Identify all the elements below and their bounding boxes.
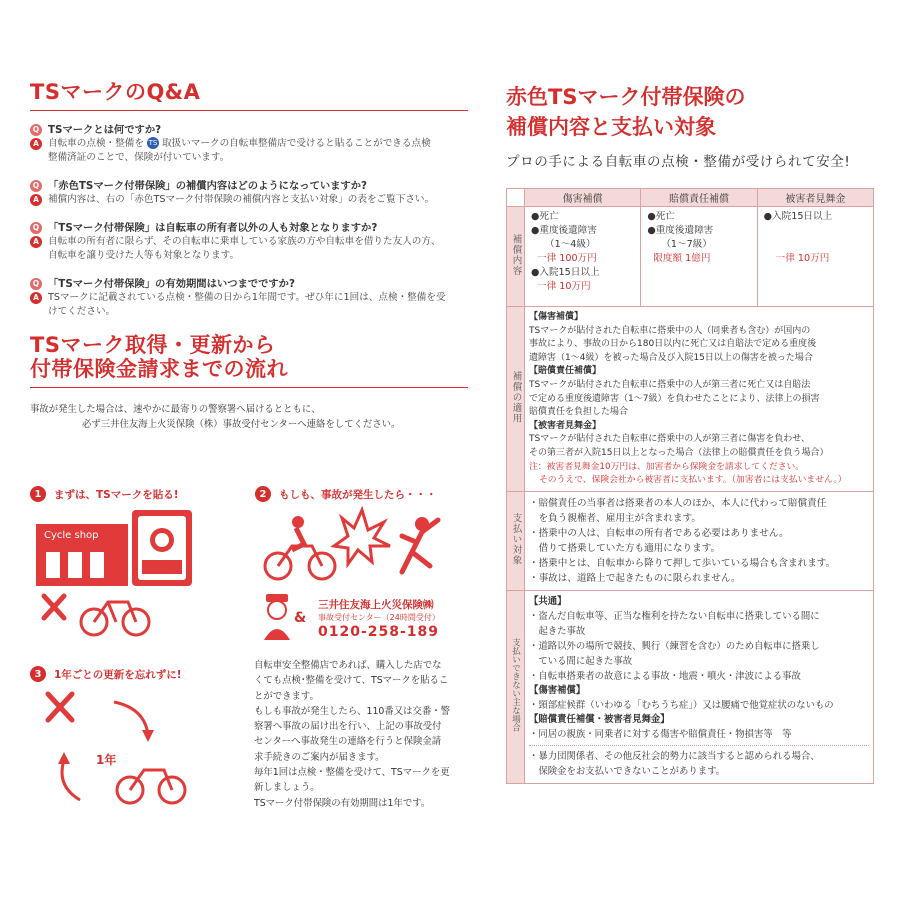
exclusion-cell: 【共通】 ・盗んだ自転車等、正当な権利を持たない自転車に搭乗している間に 起きた事故 ・道路以外の場所で競技、興行（練習を含む）のため自転車に搭乗し ている間に起きた事故 ・自転車搭乗者の故意による事故・地震・噴火・津波による事故 【傷害補償】 ・頸部症候群（いわゆる「むちうち症」）又は腰痛で他覚症状のないもの 【賠償責任補償・被害者見舞金】 ・同居の親族・同乗者に対する傷害や賠償責任・物損害等 等 ・暴力団関係者、その他反社会的勢力に該当すると認められる場合、 保険金をお支払いできないことがあります。 <box>525 590 874 783</box>
header-liability: 賠償責任補償 <box>641 189 757 207</box>
coverage-subtitle: プロの手による自転車の点検・整備が受けられて安全! <box>506 154 851 170</box>
answer-text: 補償内容は、右の「赤色TSマーク付帯保険の補償内容と支払い対象」の表をご覧下さい。 <box>48 194 435 206</box>
qa-item <box>30 179 468 207</box>
answer-icon: A <box>30 236 42 248</box>
flow-intro: 事故が発生した場合は、速やかに最寄りの警察署へ届けるとともに、 必ず三井住友海上火災保険（株）事故受付センターへ連絡をしてください。 <box>30 404 401 431</box>
coverage-title: 赤色TSマーク付帯保険の 補償内容と支払い対象 <box>506 85 746 139</box>
table-row-content <box>507 207 874 307</box>
table-row-target <box>507 491 874 590</box>
qa-list <box>30 123 468 319</box>
phone-number[interactable]: 0120-258-189 <box>318 624 440 640</box>
renewal-cycle-icon <box>44 690 194 810</box>
table-row-exclusion <box>507 590 874 783</box>
answer-icon: A <box>30 138 42 150</box>
question-icon: Q <box>30 222 42 234</box>
answer-icon: A <box>30 292 42 304</box>
qa-item <box>30 221 468 263</box>
row-label-target: 支払い対象 <box>507 491 525 590</box>
row-label-content: 補償内容 <box>507 207 525 307</box>
left-column <box>30 80 468 432</box>
answer-icon: A <box>30 194 42 206</box>
injury-cell: ●死亡 ●重度後遺障害 （1～4級） 一律 100万円 ●入院15日以上 一律 10万円 <box>525 207 641 307</box>
table-row-apply <box>507 307 874 492</box>
ampersand: & <box>294 610 307 626</box>
apply-note: 注：被害者見舞金10万円は、加害者から保険金を請求してください。 <box>529 461 805 472</box>
qa-title-rule <box>30 110 468 111</box>
answer-text: 自転車の所有者に限らず、その自転車に乗車している家族の方や自転車を借りた友人の方、 自転車を譲り受けた人等も対象となります。 <box>48 236 441 262</box>
flow-title-rule <box>30 387 468 388</box>
liability-cell: ●死亡 ●重度後遺障害 （1～7級） 限度額 1億円 <box>641 207 757 307</box>
step-number: 3 <box>30 666 46 682</box>
question-text: 「赤色TSマーク付帯保険」の補償内容はどのようになっていますか? <box>48 180 368 193</box>
table-header-row <box>507 189 874 207</box>
step-number: 1 <box>30 486 46 502</box>
renewal-paragraph: 自転車安全整備店であれば、購入した店でな くても点検･整備を受けて、TSマークを貼るこ とができます。 もしも事故が発生したら、110番又は交番・警 察署へ事故の届け出を行い、上記の事故受付 センターへ事故発生の連絡を行うと保険金請 求手続きのご案内が届きます。 毎年1回は点検・整備を受けて、TSマークを更 新しましょう。 TSマーク付帯保険の有効期間は1年です。 <box>254 660 451 809</box>
question-icon: Q <box>30 124 42 136</box>
coverage-table <box>506 188 874 784</box>
answer-text: 自転車の点検・整備を TS 取扱いマークの自転車整備店で受けると貼ることができる点検 整備済証のことで、保険が付いています。 <box>48 138 431 164</box>
target-cell: ・賠償責任の当事者は搭乗者の本人のほか、本人に代わって賠償責任 を負う親権者、雇用主が含まれます。 ・搭乗中の人は、自転車の所有者である必要はありません。 借りて搭乗していた方も適用になります。 ・搭乗中とは、自転車から降りて押して歩いている場合も含まれます。 ・事故は、道路上で起きたものに限られません。 <box>525 491 874 590</box>
qa-item <box>30 277 468 319</box>
row-label-exclusion: 支払いできない主な場合 <box>507 590 525 783</box>
question-text: 「TSマーク付帯保険」の有効期間はいつまでですか? <box>48 278 295 291</box>
shop-sign-text: Cycle shop <box>44 530 99 541</box>
contact-hours: 事故受付センター（24時間受付） <box>318 613 440 622</box>
row-label-apply: 補償の適用 <box>507 307 525 492</box>
qa-title: TSマークのQ&A <box>30 80 201 104</box>
insurer-name: 三井住友海上火災保険㈱ <box>318 599 434 611</box>
cycle-label: 1年 <box>96 753 117 767</box>
answer-text: TSマークに記載されている点検・整備の日から1年間です。ぜひ年に1回は、点検・整備を受 けてください。 <box>48 292 446 318</box>
step-2-heading: 2 もしも、事故が発生したら・・・ <box>255 486 437 502</box>
question-text: TSマークとは何ですか? <box>48 124 162 137</box>
contact-info <box>318 598 440 641</box>
step-1-heading: 1 まずは、TSマークを貼る! <box>30 486 179 502</box>
accident-illustration-icon <box>262 506 452 586</box>
question-icon: Q <box>30 278 42 290</box>
shop-illustration-icon <box>36 510 211 640</box>
police-officer-icon <box>262 592 292 642</box>
header-victim: 被害者見舞金 <box>757 189 873 207</box>
question-text: 「TSマーク付帯保険」は自転車の所有者以外の人も対象となりますか? <box>48 222 378 235</box>
flow-title: TSマーク取得・更新から 付帯保険金請求までの流れ <box>30 333 288 382</box>
step-number: 2 <box>255 486 271 502</box>
victim-cell: ●入院15日以上 一律 10万円 <box>757 207 873 307</box>
qa-item <box>30 123 468 165</box>
question-icon: Q <box>30 180 42 192</box>
header-injury: 傷害補償 <box>525 189 641 207</box>
ts-mark-icon: TS <box>148 139 158 148</box>
apply-cell: 【傷害補償】 TSマークが貼付された自転車に搭乗中の人（同乗者も含む）が国内の 事故により、事故の日から180日以内に死亡又は自賠法で定める重度後 遺障害（1～4級）を被った場合及び入院15日以上の傷害を被った場合 【賠償責任補償】 TSマークが貼付された自転車に搭乗中の人が第三者に死亡又は自賠法 で定める重度後遺障害（1～7級）を負わせたことにより、法律上の損害 賠償責任を負担した場合 【被害者見舞金】 TSマークが貼付された自転車に搭乗中の人が第三者に傷害を負わせ、 その第三者が入院15日以上となった場合（法律上の賠償責任を負う場合） 注：被害者見舞金10万円は、加害者から保険金を請求してください。 そのうえで、保険会社から被害者に支払います。（加害者には支払いません。） <box>525 307 874 492</box>
step-3-heading: 3 1年ごとの更新を忘れずに! <box>30 666 182 682</box>
